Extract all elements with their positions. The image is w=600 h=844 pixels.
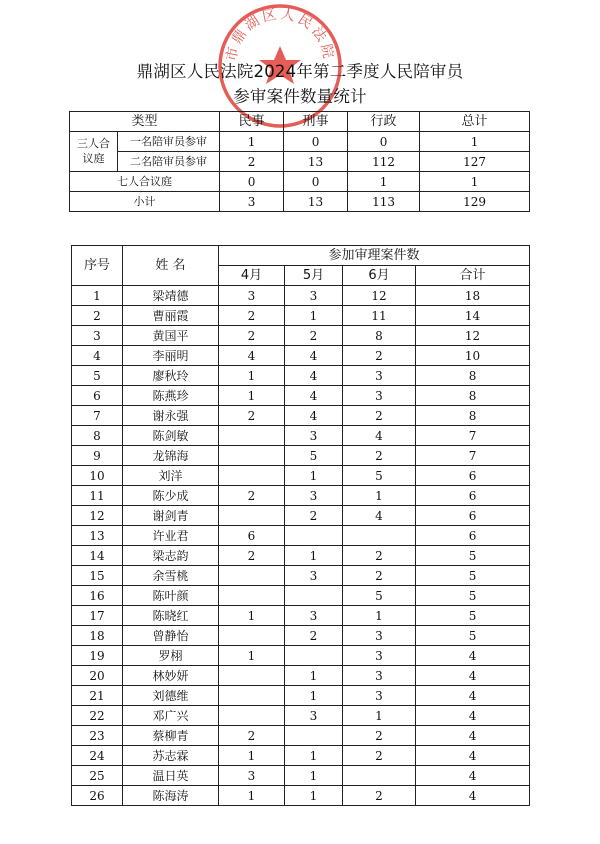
summary-row-label: 小计 (70, 192, 220, 212)
table-row (72, 626, 530, 646)
detail-header-row (72, 246, 530, 266)
row-april (219, 466, 285, 486)
row-may: 2 (285, 326, 343, 346)
row-may: 4 (285, 406, 343, 426)
row-may: 3 (285, 426, 343, 446)
row-name: 曹丽霞 (123, 306, 219, 326)
detail-body (72, 286, 530, 806)
table-row (72, 426, 530, 446)
row-name: 余雪桃 (123, 566, 219, 586)
row-may (285, 726, 343, 746)
summary-header-criminal: 刑事 (284, 112, 348, 132)
table-row (72, 646, 530, 666)
summary-header-type: 类型 (70, 112, 220, 132)
summary-group-label: 三人合议庭 (70, 132, 118, 172)
row-april: 4 (219, 346, 285, 366)
summary-cell: 2 (220, 152, 284, 172)
summary-row (70, 172, 530, 192)
table-row (72, 606, 530, 626)
row-total: 4 (416, 706, 530, 726)
row-june: 2 (343, 726, 416, 746)
summary-cell: 112 (348, 152, 420, 172)
row-total: 4 (416, 726, 530, 746)
table-row (72, 726, 530, 746)
row-april: 2 (219, 406, 285, 426)
summary-cell: 13 (284, 192, 348, 212)
row-april: 3 (219, 286, 285, 306)
row-name: 陈晓红 (123, 606, 219, 626)
row-may: 1 (285, 306, 343, 326)
table-row (72, 706, 530, 726)
row-seq: 26 (72, 786, 123, 806)
row-june: 2 (343, 446, 416, 466)
row-may: 2 (285, 626, 343, 646)
row-seq: 17 (72, 606, 123, 626)
row-name: 蔡柳青 (123, 726, 219, 746)
row-may: 3 (285, 606, 343, 626)
row-seq: 14 (72, 546, 123, 566)
summary-row (70, 132, 530, 152)
document-title: 鼎湖区人民法院2024年第二季度人民陪审员 (136, 62, 464, 81)
row-june: 2 (343, 786, 416, 806)
row-april: 2 (219, 726, 285, 746)
row-april (219, 566, 285, 586)
row-total: 6 (416, 466, 530, 486)
row-june: 2 (343, 566, 416, 586)
row-june: 3 (343, 366, 416, 386)
row-total: 5 (416, 606, 530, 626)
row-april: 2 (219, 326, 285, 346)
row-may: 4 (285, 366, 343, 386)
summary-header-total: 总计 (420, 112, 530, 132)
summary-header-row (70, 112, 530, 132)
header-name: 姓 名 (123, 246, 219, 286)
row-seq: 7 (72, 406, 123, 426)
table-row (72, 746, 530, 766)
row-total: 10 (416, 346, 530, 366)
row-may: 1 (285, 766, 343, 786)
row-may (285, 646, 343, 666)
row-april: 1 (219, 366, 285, 386)
row-name: 李丽明 (123, 346, 219, 366)
row-total: 7 (416, 426, 530, 446)
row-total: 5 (416, 546, 530, 566)
row-seq: 1 (72, 286, 123, 306)
row-may: 1 (285, 786, 343, 806)
table-row (72, 406, 530, 426)
row-may: 5 (285, 446, 343, 466)
row-total: 6 (416, 486, 530, 506)
row-june: 4 (343, 426, 416, 446)
table-row (72, 326, 530, 346)
row-seq: 10 (72, 466, 123, 486)
table-row (72, 306, 530, 326)
row-april: 2 (219, 546, 285, 566)
summary-table (69, 111, 530, 212)
row-seq: 19 (72, 646, 123, 666)
row-april (219, 686, 285, 706)
row-seq: 21 (72, 686, 123, 706)
summary-row (70, 152, 530, 172)
table-row (72, 486, 530, 506)
header-total: 合计 (416, 266, 530, 286)
table-row (72, 686, 530, 706)
row-seq: 18 (72, 626, 123, 646)
row-seq: 12 (72, 506, 123, 526)
row-total: 4 (416, 666, 530, 686)
row-may: 3 (285, 286, 343, 306)
row-april (219, 626, 285, 646)
row-seq: 20 (72, 666, 123, 686)
row-total: 4 (416, 786, 530, 806)
row-name: 刘德维 (123, 686, 219, 706)
row-seq: 11 (72, 486, 123, 506)
table-row (72, 566, 530, 586)
row-june (343, 526, 416, 546)
row-name: 陈叶颜 (123, 586, 219, 606)
row-name: 罗栩 (123, 646, 219, 666)
row-total: 6 (416, 506, 530, 526)
row-total: 5 (416, 566, 530, 586)
table-row (72, 786, 530, 806)
row-june: 2 (343, 406, 416, 426)
row-may (285, 586, 343, 606)
header-seq: 序号 (72, 246, 123, 286)
summary-cell: 13 (284, 152, 348, 172)
summary-cell: 0 (220, 172, 284, 192)
row-april (219, 666, 285, 686)
row-name: 谢剑青 (123, 506, 219, 526)
row-april: 1 (219, 386, 285, 406)
row-seq: 9 (72, 446, 123, 466)
summary-cell: 0 (284, 172, 348, 192)
row-total: 4 (416, 766, 530, 786)
row-april: 1 (219, 646, 285, 666)
table-row (72, 286, 530, 306)
summary-cell: 1 (220, 132, 284, 152)
juror-case-table (71, 245, 530, 806)
row-april (219, 586, 285, 606)
row-april: 2 (219, 486, 285, 506)
row-seq: 22 (72, 706, 123, 726)
table-row (72, 766, 530, 786)
row-name: 梁志韵 (123, 546, 219, 566)
row-total: 12 (416, 326, 530, 346)
row-june: 3 (343, 626, 416, 646)
row-total: 14 (416, 306, 530, 326)
row-name: 曾静怡 (123, 626, 219, 646)
row-seq: 25 (72, 766, 123, 786)
row-june: 1 (343, 486, 416, 506)
row-june: 8 (343, 326, 416, 346)
row-may: 3 (285, 566, 343, 586)
table-row (72, 386, 530, 406)
row-total: 5 (416, 586, 530, 606)
row-name: 陈剑敏 (123, 426, 219, 446)
table-row (72, 366, 530, 386)
row-name: 邓广兴 (123, 706, 219, 726)
document-subtitle: 参审案件数量统计 (233, 87, 367, 106)
seal-text: 市鼎湖区人民法院 (223, 6, 337, 63)
row-june: 11 (343, 306, 416, 326)
row-seq: 6 (72, 386, 123, 406)
row-june: 5 (343, 466, 416, 486)
summary-cell: 129 (420, 192, 530, 212)
row-april (219, 446, 285, 466)
row-june: 1 (343, 706, 416, 726)
row-seq: 2 (72, 306, 123, 326)
header-june: 6月 (343, 266, 416, 286)
table-row (72, 506, 530, 526)
row-total: 8 (416, 406, 530, 426)
header-case-count: 参加审理案件数 (219, 246, 530, 266)
row-name: 梁靖德 (123, 286, 219, 306)
table-row (72, 546, 530, 566)
summary-cell: 127 (420, 152, 530, 172)
row-total: 7 (416, 446, 530, 466)
row-total: 18 (416, 286, 530, 306)
summary-cell: 113 (348, 192, 420, 212)
row-may: 1 (285, 666, 343, 686)
row-name: 刘洋 (123, 466, 219, 486)
row-april (219, 506, 285, 526)
row-may: 4 (285, 386, 343, 406)
row-april (219, 426, 285, 446)
row-name: 陈燕珍 (123, 386, 219, 406)
row-june: 5 (343, 586, 416, 606)
row-june: 12 (343, 286, 416, 306)
row-june: 4 (343, 506, 416, 526)
summary-cell: 1 (420, 172, 530, 192)
row-april: 1 (219, 606, 285, 626)
row-june: 3 (343, 686, 416, 706)
row-june: 3 (343, 666, 416, 686)
row-june: 2 (343, 346, 416, 366)
row-name: 林妙妍 (123, 666, 219, 686)
table-row (72, 446, 530, 466)
summary-cell: 1 (420, 132, 530, 152)
row-total: 8 (416, 366, 530, 386)
summary-row-label: 七人合议庭 (70, 172, 220, 192)
row-name: 温日英 (123, 766, 219, 786)
row-seq: 5 (72, 366, 123, 386)
row-total: 4 (416, 746, 530, 766)
row-total: 4 (416, 686, 530, 706)
row-april: 1 (219, 746, 285, 766)
row-name: 许业君 (123, 526, 219, 546)
row-name: 谢永强 (123, 406, 219, 426)
row-seq: 24 (72, 746, 123, 766)
row-april: 2 (219, 306, 285, 326)
row-june: 1 (343, 606, 416, 626)
row-april (219, 706, 285, 726)
row-april: 6 (219, 526, 285, 546)
row-name: 陈少成 (123, 486, 219, 506)
row-seq: 23 (72, 726, 123, 746)
row-april: 1 (219, 786, 285, 806)
row-may (285, 526, 343, 546)
summary-cell: 0 (284, 132, 348, 152)
row-name: 陈海涛 (123, 786, 219, 806)
row-seq: 3 (72, 326, 123, 346)
row-may: 3 (285, 706, 343, 726)
row-name: 廖秋玲 (123, 366, 219, 386)
row-seq: 15 (72, 566, 123, 586)
summary-header-civil: 民事 (220, 112, 284, 132)
row-total: 8 (416, 386, 530, 406)
row-june: 2 (343, 546, 416, 566)
summary-subtotal-row (70, 192, 530, 212)
row-april: 3 (219, 766, 285, 786)
row-may: 1 (285, 546, 343, 566)
row-name: 龙锦海 (123, 446, 219, 466)
summary-header-administrative: 行政 (348, 112, 420, 132)
table-row (72, 586, 530, 606)
row-june (343, 766, 416, 786)
row-june: 2 (343, 746, 416, 766)
row-seq: 16 (72, 586, 123, 606)
row-may: 2 (285, 506, 343, 526)
row-may: 1 (285, 686, 343, 706)
row-june: 3 (343, 386, 416, 406)
row-total: 4 (416, 646, 530, 666)
row-may: 3 (285, 486, 343, 506)
row-name: 黄国平 (123, 326, 219, 346)
summary-cell: 3 (220, 192, 284, 212)
summary-row-label: 一名陪审员参审 (118, 132, 220, 152)
header-april: 4月 (219, 266, 285, 286)
row-total: 5 (416, 626, 530, 646)
row-may: 1 (285, 746, 343, 766)
table-row (72, 666, 530, 686)
table-row (72, 346, 530, 366)
summary-cell: 1 (348, 172, 420, 192)
table-row (72, 526, 530, 546)
row-june: 3 (343, 646, 416, 666)
row-name: 苏志霖 (123, 746, 219, 766)
row-total: 6 (416, 526, 530, 546)
table-row (72, 466, 530, 486)
row-may: 4 (285, 346, 343, 366)
row-may: 1 (285, 466, 343, 486)
header-may: 5月 (285, 266, 343, 286)
row-seq: 8 (72, 426, 123, 446)
row-seq: 4 (72, 346, 123, 366)
row-seq: 13 (72, 526, 123, 546)
summary-cell: 0 (348, 132, 420, 152)
summary-row-label: 二名陪审员参审 (118, 152, 220, 172)
